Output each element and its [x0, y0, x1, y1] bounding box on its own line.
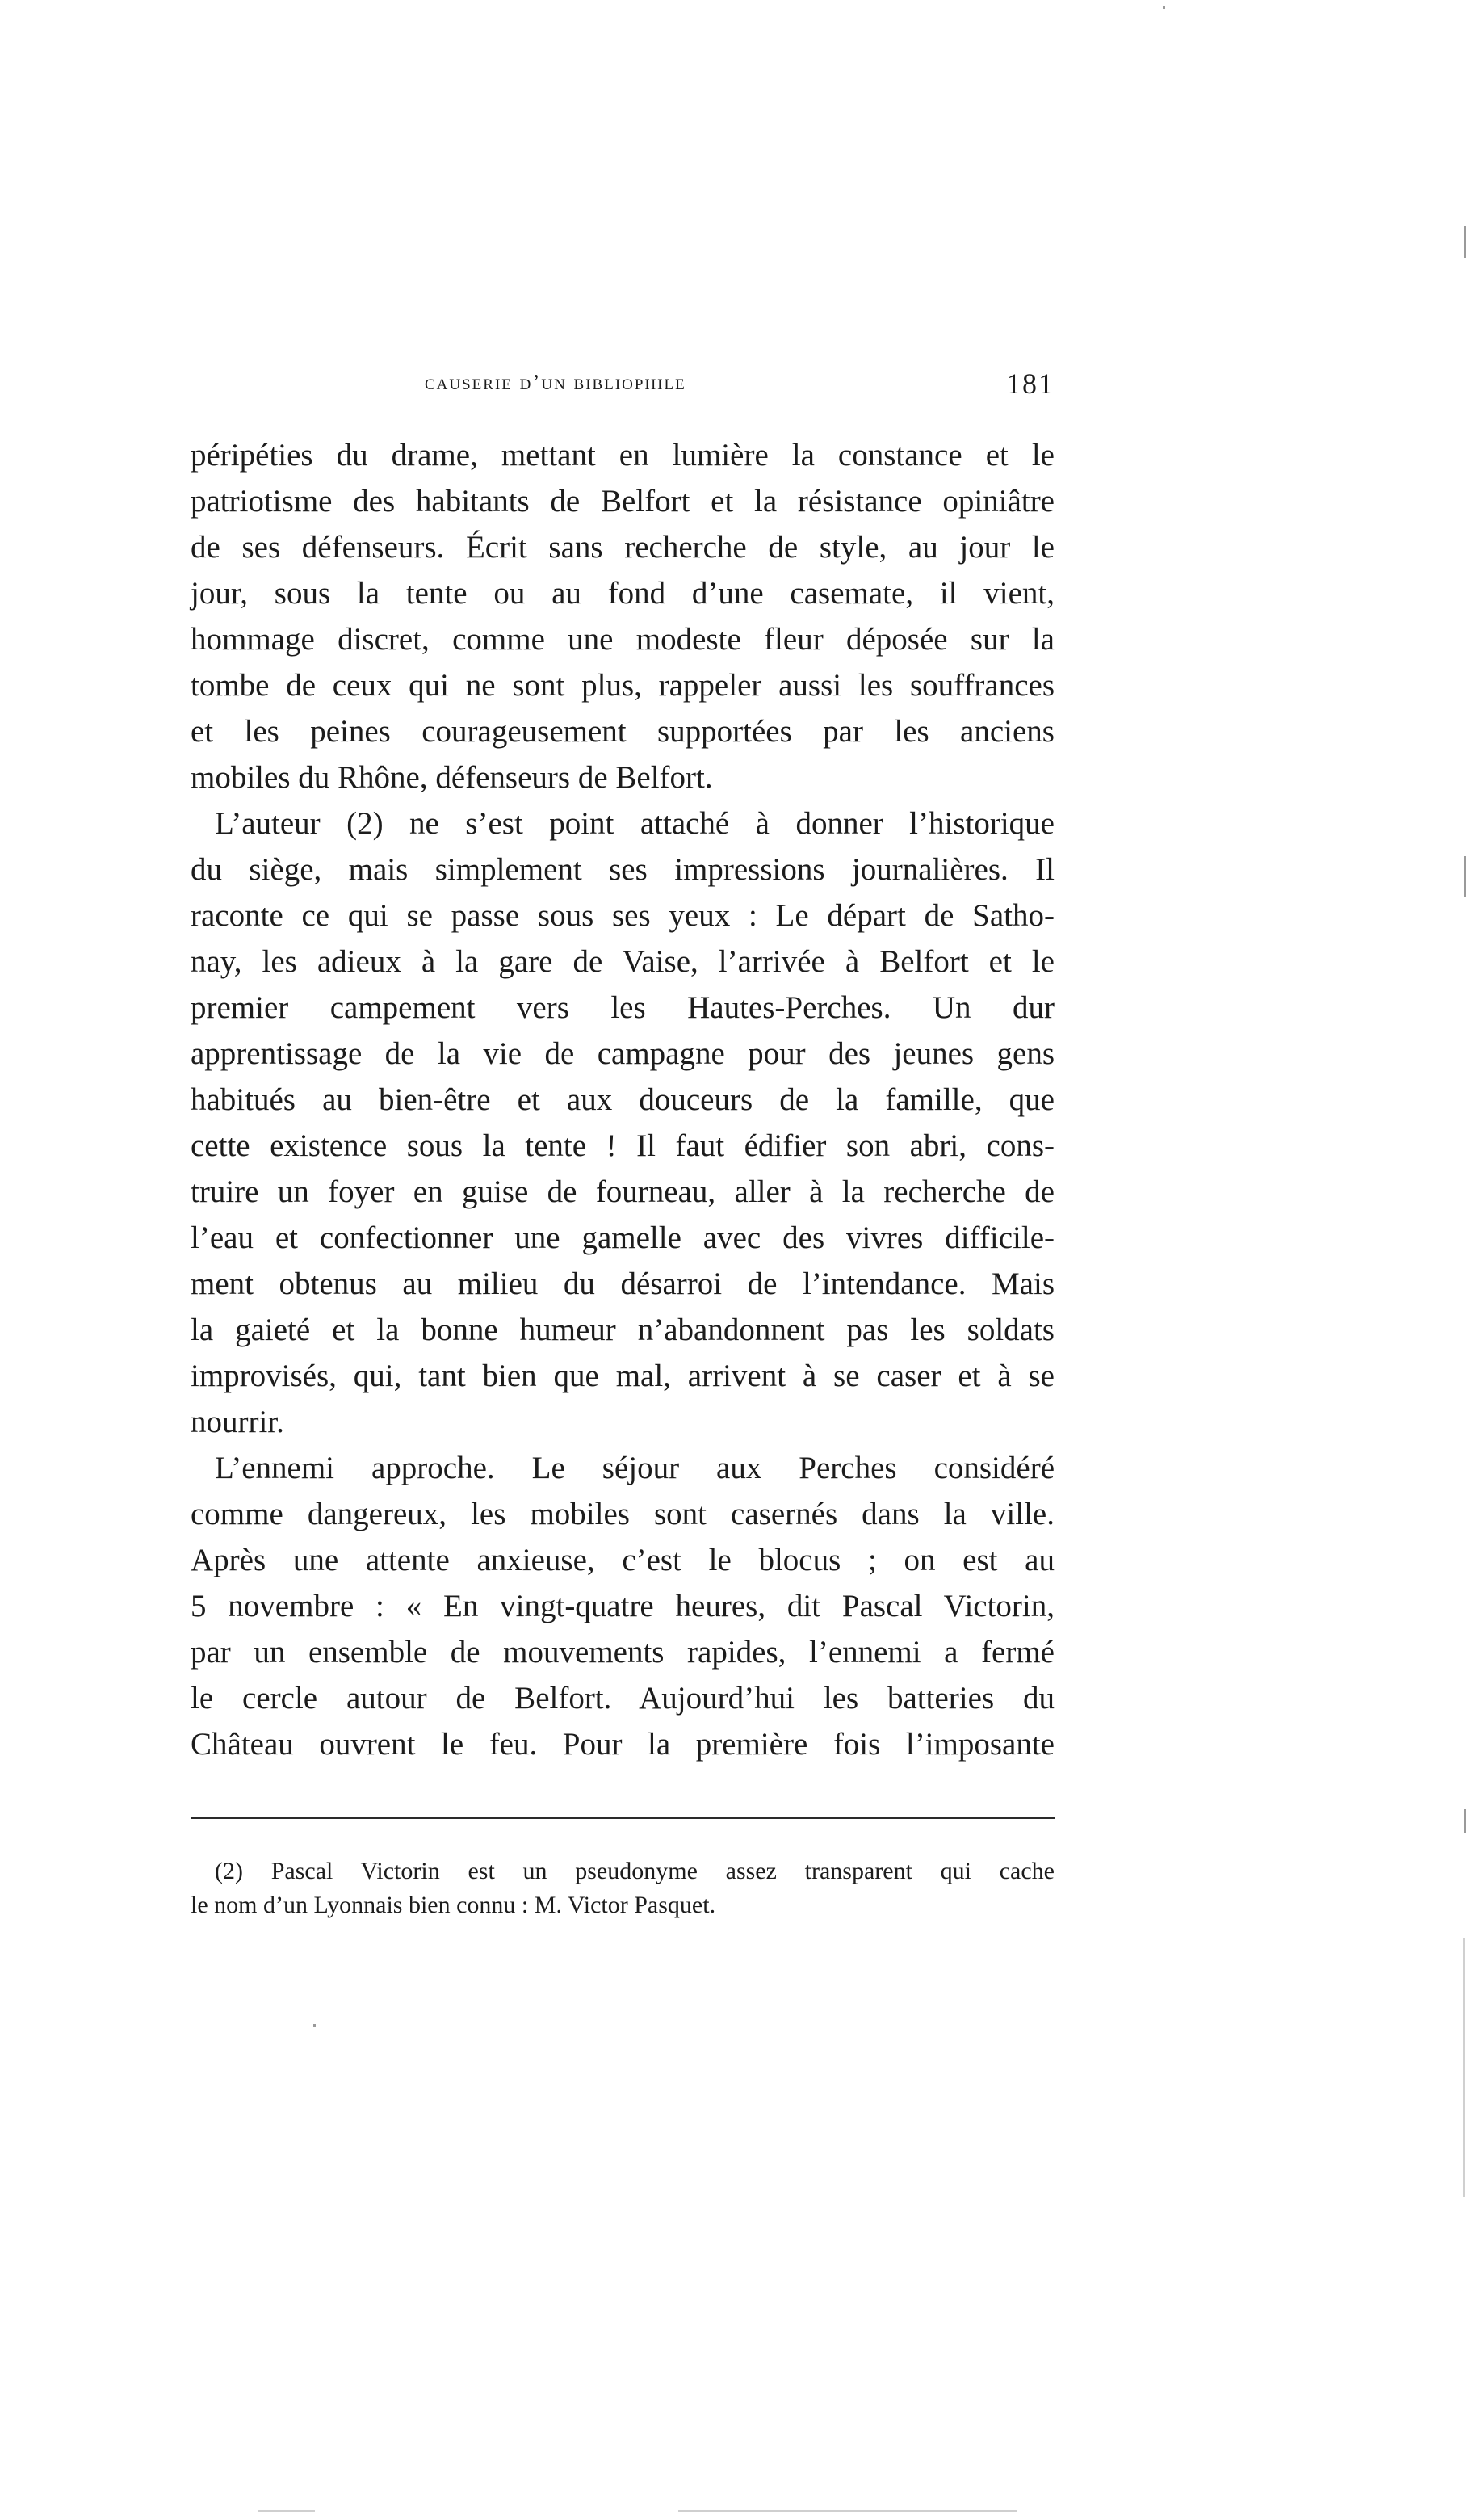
- running-head: [191, 370, 1055, 410]
- text-line: premier campement vers les Hautes-Perches. Un dur: [191, 990, 1055, 1025]
- footnote-line: le nom d’un Lyonnais bien connu : M. Victor Pasquet.: [191, 1892, 716, 1918]
- text-line: par un ensemble de mouvements rapides, l’ennemi a fermé: [191, 1635, 1055, 1670]
- text-line: du siège, mais simplement ses impressions journalières. Il: [191, 852, 1055, 887]
- footnotes: [191, 1854, 1055, 1922]
- text-line: improvisés, qui, tant bien que mal, arrivent à se caser et à se: [191, 1359, 1055, 1393]
- text-line: apprentissage de la vie de campagne pour des jeunes gens: [191, 1036, 1055, 1071]
- footnote-line: (2) Pascal Victorin est un pseudonyme assez transparent qui cache: [215, 1858, 1055, 1884]
- scan-artifact: [258, 2510, 315, 2512]
- text-line: L’ennemi approche. Le séjour aux Perches considéré: [215, 1451, 1055, 1485]
- scan-artifact: [678, 2510, 1017, 2512]
- text-line: patriotisme des habitants de Belfort et la résistance opiniâtre: [191, 484, 1055, 519]
- text-line: habitués au bien-être et aux douceurs de la famille, que: [191, 1082, 1055, 1117]
- text-line: ment obtenus au milieu du désarroi de l’intendance. Mais: [191, 1266, 1055, 1301]
- running-title: causerie d’un bibliophile: [425, 370, 686, 394]
- text-line: jour, sous la tente ou au fond d’une casemate, il vient,: [191, 576, 1055, 611]
- text-line: truire un foyer en guise de fourneau, aller à la recherche de: [191, 1174, 1055, 1209]
- text-line: 5 novembre : « En vingt-quatre heures, dit Pascal Victorin,: [191, 1589, 1055, 1623]
- scan-artifact: [1463, 1938, 1465, 2197]
- text-line: raconte ce qui se passe sous ses yeux : Le départ de Satho-: [191, 898, 1055, 933]
- text-line: de ses défenseurs. Écrit sans recherche de style, au jour le: [191, 530, 1055, 565]
- text-line: hommage discret, comme une modeste fleur déposée sur la: [191, 622, 1055, 657]
- text-line: cette existence sous la tente ! Il faut édifier son abri, cons-: [191, 1128, 1055, 1163]
- body-text: [191, 432, 1055, 1767]
- text-line: péripéties du drame, mettant en lumière la constance et le: [191, 438, 1055, 472]
- text-line: L’auteur (2) ne s’est point attaché à donner l’historique: [215, 806, 1055, 841]
- scan-artifact: [1163, 6, 1165, 9]
- text-line: tombe de ceux qui ne sont plus, rappeler aussi les souffrances: [191, 668, 1055, 703]
- scan-artifact: [1464, 226, 1466, 258]
- scan-artifact: [1464, 856, 1466, 897]
- text-line: Après une attente anxieuse, c’est le blocus ; on est au: [191, 1543, 1055, 1577]
- text-line: le cercle autour de Belfort. Aujourd’hui les batteries du: [191, 1681, 1055, 1716]
- page-number: 181: [1006, 368, 1055, 400]
- text-line: nourrir.: [191, 1405, 284, 1439]
- text-line: Château ouvrent le feu. Pour la première fois l’imposante: [191, 1727, 1055, 1762]
- scan-artifact: [1464, 1809, 1466, 1833]
- footnote-divider: [191, 1817, 1055, 1819]
- text-line: mobiles du Rhône, défenseurs de Belfort.: [191, 760, 713, 795]
- text-line: comme dangereux, les mobiles sont casernés dans la ville.: [191, 1497, 1055, 1531]
- scan-artifact: [313, 2024, 316, 2026]
- text-line: nay, les adieux à la gare de Vaise, l’arrivée à Belfort et le: [191, 944, 1055, 979]
- text-line: l’eau et confectionner une gamelle avec des vivres difficile-: [191, 1220, 1055, 1255]
- text-line: la gaieté et la bonne humeur n’abandonnent pas les soldats: [191, 1312, 1055, 1347]
- text-line: et les peines courageusement supportées par les anciens: [191, 714, 1055, 749]
